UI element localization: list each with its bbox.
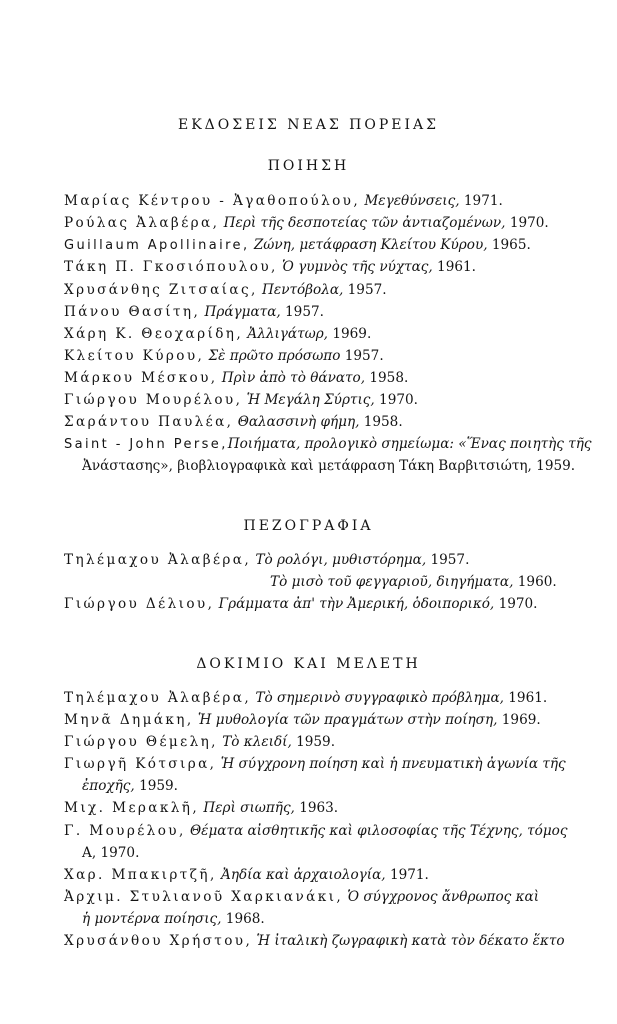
entry-title: Τὸ κλειδί,	[222, 734, 292, 750]
bibliography-entry	[64, 731, 588, 754]
entry-title: Ἀηδία καὶ ἀρχαιολογία,	[221, 867, 386, 883]
entry-author: Σαράντου Παυλέα,	[64, 414, 234, 430]
entry-author: Guillaum Apollinaire,	[64, 238, 250, 253]
entry-title: Ποιήματα, προλογικὸ σημείωμα: «Ἕνας ποιητὴς τῆς	[227, 436, 592, 452]
entry-author: Μάρκου Μέσκου,	[64, 370, 218, 386]
entry-year: 1970.	[100, 845, 140, 861]
entry-year: 1957.	[430, 552, 470, 568]
entry-author: Γιώργου Δέλιου,	[64, 596, 215, 612]
bibliography-entry	[64, 301, 588, 324]
bibliography-entry	[64, 212, 588, 235]
entry-title: Ἡ μυθολογία τῶν πραγμάτων στὴν ποίηση,	[197, 712, 498, 728]
bibliography-entry	[64, 345, 588, 368]
entry-year: 1959.	[536, 458, 576, 474]
entry-title: Ζώνη, μετάφραση Κλείτου Κύρου,	[253, 237, 488, 253]
bibliography-entry	[64, 820, 588, 843]
bibliography-entry	[64, 190, 588, 213]
entry-year: 1968.	[225, 911, 265, 927]
entry-author: Κλείτου Κύρου,	[64, 348, 205, 364]
entry-author: Πάνου Θασίτη,	[64, 304, 201, 320]
bibliography-entry-continuation	[82, 775, 606, 798]
entry-year: 1960.	[517, 574, 557, 590]
entry-continuation: ἡ μοντέρνα ποίησις,	[82, 911, 222, 927]
entry-author: Τηλέμαχου Ἀλαβέρα,	[64, 690, 252, 706]
entry-year: 1969.	[501, 712, 541, 728]
entry-title: Πράγματα,	[204, 304, 281, 320]
bibliography-entry	[64, 549, 588, 572]
section-heading-prose: ΠΕΖΟΓΡΑΦΙΑ	[243, 518, 374, 534]
bibliography-entry	[64, 323, 588, 346]
entry-author: Χάρη Κ. Θεοχαρίδη,	[64, 326, 244, 342]
bibliography-entry	[64, 411, 588, 434]
entry-title: Ὁ σύγχρονος ἄνθρωπος καὶ	[347, 889, 540, 905]
bibliography-entry	[64, 433, 592, 457]
bibliography-entry	[64, 279, 588, 302]
bibliography-entry	[64, 687, 588, 710]
entry-title: Πεντόβολα,	[262, 282, 344, 298]
entry-title: Τὸ ρολόγι, μυθιστόρημα,	[255, 552, 427, 568]
entry-year: 1958.	[363, 414, 403, 430]
entry-continuation: ἐποχῆς,	[82, 778, 135, 794]
entry-year: 1959.	[139, 778, 178, 794]
entry-year: 1970.	[498, 596, 538, 612]
entry-author: Ρούλας Ἀλαβέρα,	[64, 215, 220, 231]
entry-title: Ἡ σύγχρονη ποίηση καὶ ἡ πνευματικὴ ἀγωνία τῆς	[220, 756, 566, 772]
entry-year: 1971.	[389, 867, 429, 883]
entry-author: Γιωργῆ Κότσιρα,	[64, 756, 217, 772]
bibliography-entry	[64, 797, 588, 820]
bibliography-entry-continuation	[82, 455, 606, 478]
entry-author: Γιώργου Θέμελη,	[64, 734, 218, 750]
bibliography-entry-continuation	[82, 908, 606, 931]
bibliography-entry	[64, 753, 588, 776]
entry-continuation: Ἀνάστασης», βιοβλιογραφικὰ καὶ μετάφραση Τάκη Βαρβιτσιώτη,	[82, 458, 532, 474]
entry-year: 1970.	[379, 392, 418, 408]
entry-year: 1961.	[437, 259, 476, 275]
entry-title: Τὸ σημερινὸ συγγραφικὸ πρόβλημα,	[255, 690, 504, 706]
entry-title: Τὸ μισὸ τοῦ φεγγαριοῦ, διηγήματα,	[270, 574, 514, 590]
entry-year: 1959.	[296, 734, 336, 750]
bibliography-entry	[64, 256, 588, 279]
entry-year: 1961.	[508, 690, 548, 706]
bibliography-entry	[64, 709, 588, 732]
entry-author: Χρυσάνθης Ζιτσαίας,	[64, 282, 258, 298]
entry-year: 1957.	[285, 304, 324, 320]
entry-title: Πρὶν ἀπὸ τὸ θάνατο,	[221, 370, 366, 386]
section-heading-essay: ΔΟΚΙΜΙΟ ΚΑΙ ΜΕΛΕΤΗ	[196, 656, 421, 672]
bibliography-entry	[64, 367, 588, 390]
publisher-heading: ΕΚΔΟΣΕΙΣ ΝΕΑΣ ΠΟΡΕΙΑΣ	[177, 117, 440, 133]
entry-title: Θέματα αἰσθητικῆς καὶ φιλοσοφίας τῆς Τέχνης, τόμος	[190, 823, 568, 839]
entry-title: Ἡ ἰταλικὴ ζωγραφικὴ κατὰ τὸν δέκατο ἕκτο	[256, 933, 565, 949]
entry-author: Γ. Μουρέλου,	[64, 823, 186, 839]
entry-year: 1969.	[332, 326, 372, 342]
entry-author: Ἀρχιμ. Στυλιανοῦ Χαρκιανάκι,	[64, 889, 344, 905]
entry-title: Ἀλλιγάτωρ,	[247, 326, 329, 342]
entry-title: Ὁ γυμνὸς τῆς νύχτας,	[282, 259, 433, 275]
entry-title: Περὶ τῆς δεσποτείας τῶν ἀντιαζομένων,	[223, 215, 506, 231]
entry-continuation: Α,	[82, 845, 97, 861]
entry-year: 1957.	[347, 282, 387, 298]
entry-author: Χρυσάνθου Χρήστου,	[64, 933, 253, 949]
bibliography-entry	[64, 864, 588, 887]
entry-author: Τάκη Π. Γκοσιόπουλου,	[64, 259, 278, 275]
bibliography-entry	[270, 571, 588, 594]
entry-title: Ἡ Μεγάλη Σύρτις,	[246, 392, 375, 408]
bibliography-entry	[64, 593, 588, 616]
entry-year: 1965.	[491, 237, 531, 253]
entry-year: 1957.	[344, 348, 384, 364]
entry-author: Τηλέμαχου Ἀλαβέρα,	[64, 552, 252, 568]
entry-title: Γράμματα ἀπ' τὴν Ἀμερική, ὁδοιπορικό,	[218, 596, 495, 612]
entry-author: Μαρίας Κέντρου - Ἀγαθοπούλου,	[64, 193, 361, 209]
bibliography-entry	[64, 886, 588, 909]
section-heading-poetry: ΠΟΙΗΣΗ	[267, 158, 350, 174]
entry-year: 1970.	[509, 215, 549, 231]
bibliography-entry-continuation	[82, 842, 606, 865]
entry-year: 1958.	[369, 370, 409, 386]
entry-title: Περὶ σιωπῆς,	[203, 800, 295, 816]
entry-title: Μεγεθύνσεις,	[364, 193, 460, 209]
bibliography-entry	[64, 389, 588, 412]
entry-author: Μηνᾶ Δημάκη,	[64, 712, 194, 728]
bibliography-entry	[64, 930, 588, 953]
bibliography-entry	[64, 234, 588, 258]
entry-title: Σὲ πρῶτο πρόσωπο	[208, 348, 341, 364]
entry-year: 1971.	[463, 193, 503, 209]
entry-title: Θαλασσινὴ φήμη,	[237, 414, 360, 430]
entry-author: Γιώργου Μουρέλου,	[64, 392, 243, 408]
entry-year: 1963.	[299, 800, 339, 816]
entry-author: Μιχ. Μερακλῆ,	[64, 800, 200, 816]
entry-author: Χαρ. Μπακιρτζῆ,	[64, 867, 217, 883]
entry-author: Saint - John Perse,	[64, 437, 228, 452]
